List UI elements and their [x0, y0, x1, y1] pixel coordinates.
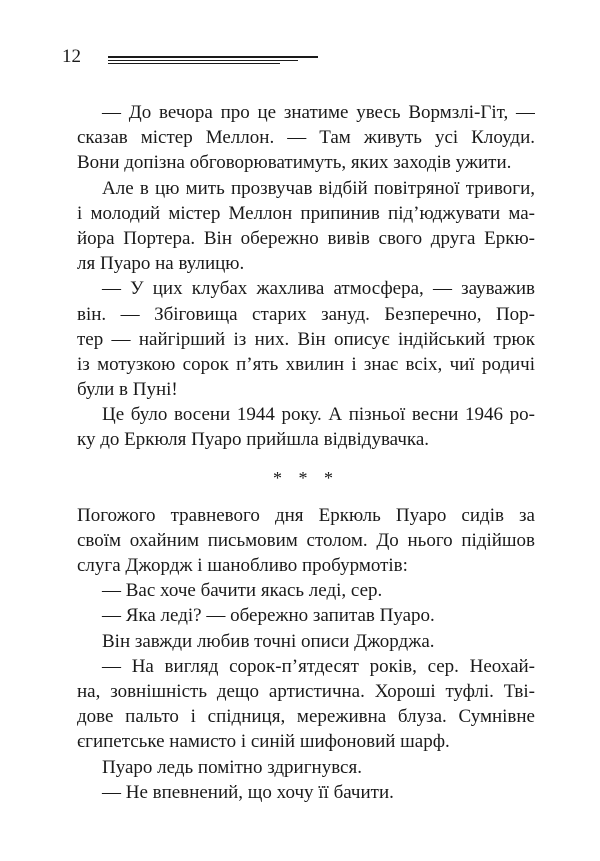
text-line: — У цих клубах жахлива атмосфера, — зауважив	[102, 278, 535, 300]
page-number: 12	[62, 46, 81, 67]
text-line: своїм охайним письмовим столом. До нього підійшов	[77, 529, 535, 551]
text-line: Але в цю мить прозвучав відбій повітряної тривоги,	[102, 177, 535, 199]
text-line: на, зовнішність дещо артистична. Хороші туфлі. Тві-	[77, 680, 535, 702]
text-line: Це було восени 1944 року. А пізньої весни 1946 ро-	[102, 404, 535, 426]
text-line: — Яка леді? — обережно запитав Пуаро.	[102, 605, 435, 627]
text-line: Пуаро ледь помітно здригнувся.	[102, 756, 362, 778]
text-line: — До вечора про це знатиме увесь Вормзлі-Гіт, —	[102, 102, 535, 123]
text-line: ку до Еркюля Пуаро прийшла відвідувачка.	[77, 429, 430, 451]
page-header	[0, 0, 600, 80]
text-section-1	[77, 100, 535, 453]
text-line: ля Пуаро на вулицю.	[77, 253, 245, 275]
text-line: дове пальто і спідниця, мереживна блуза. Сумнівне	[77, 706, 535, 728]
text-line: слуга Джордж і шанобливо пробурмотів:	[77, 555, 408, 576]
text-section-2	[77, 503, 535, 805]
text-line: він. — Збіговища старих зануд. Безперечно, Пор-	[77, 303, 535, 325]
text-line: — Не впевнений, що хочу її бачити.	[102, 781, 394, 803]
text-line: були в Пуні!	[77, 379, 178, 401]
header-rule	[108, 63, 280, 64]
section-separator: * * *	[273, 467, 339, 488]
text-line: із мотузкою сорок п’ять хвилин і знає всіх, чиї родичі	[77, 353, 535, 375]
header-rule	[108, 56, 318, 58]
text-line: — На вигляд сорок-п’ятдесят років, сер. Неохай-	[102, 655, 535, 677]
text-line: тер — найгірший із них. Він описує індійський трюк	[77, 328, 535, 350]
text-line: йора Портера. Він обережно вивів свого друга Еркю-	[77, 227, 535, 249]
text-line: — Вас хоче бачити якась леді, сер.	[102, 580, 383, 602]
text-line: Вони допізна обговорюватимуть, яких заходів ужити.	[77, 152, 512, 174]
text-line: сказав містер Меллон. — Там живуть усі Клоуди.	[77, 127, 535, 149]
text-line: і молодий містер Меллон припинив під’юджувати ма-	[77, 202, 535, 224]
text-line: Погожого травневого дня Еркюль Пуаро сидів за	[77, 504, 535, 526]
text-line: Він завжди любив точні описи Джорджа.	[102, 630, 435, 652]
page-body	[77, 100, 535, 805]
text-line: єгипетське намисто і синій шифоновий шарф.	[77, 731, 450, 753]
header-rule	[108, 60, 298, 61]
